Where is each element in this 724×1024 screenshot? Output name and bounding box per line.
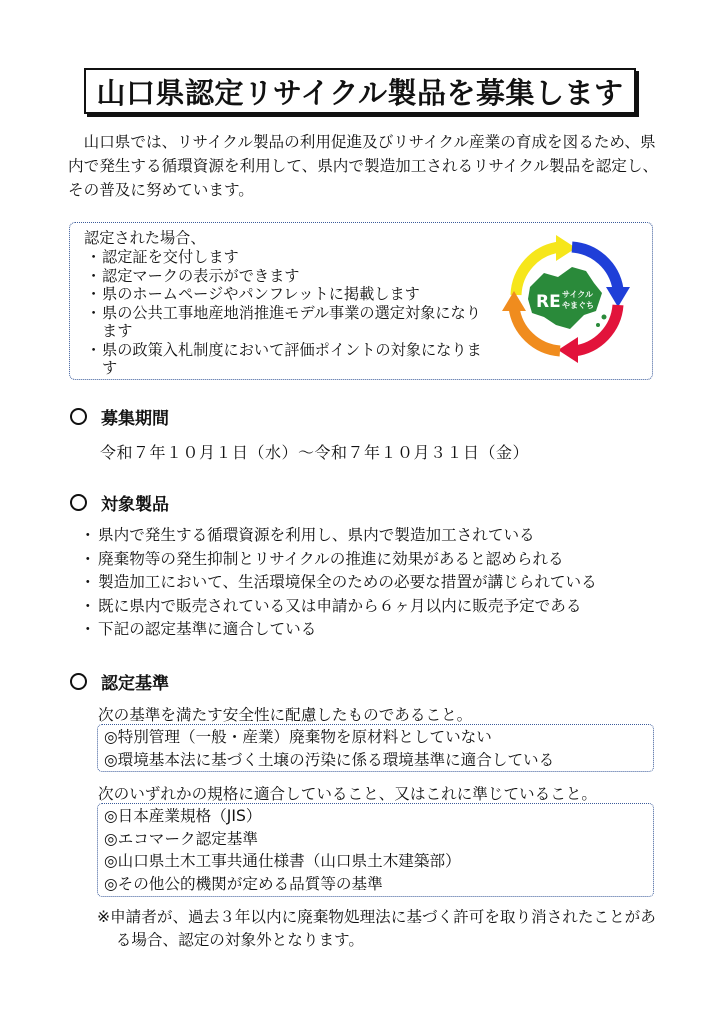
product-item: ・ 製造加工において、生活環境保全のための必要な措置が講じられている bbox=[84, 571, 597, 595]
standard-item: ◎エコマーク認定基準 bbox=[104, 829, 258, 848]
products-heading bbox=[70, 490, 169, 515]
product-item: ・ 県内で発生する循環資源を利用し、県内で製造加工されている bbox=[84, 524, 597, 548]
product-item: ・ 下記の認定基準に適合している bbox=[84, 618, 597, 642]
page-title: 山口県認定リサイクル製品を募集します bbox=[96, 75, 624, 110]
logo-text-2: やまぐち bbox=[562, 301, 594, 310]
standard-list bbox=[98, 804, 653, 895]
criteria-heading bbox=[70, 669, 169, 694]
product-item: ・ 既に県内で販売されている又は申請から６ヶ月以内に販売予定である bbox=[84, 595, 597, 619]
title-box bbox=[84, 68, 636, 114]
circle-bullet-icon bbox=[70, 673, 87, 690]
period-text: 令和７年１０月１日（水）～令和７年１０月３１日（金） bbox=[100, 443, 530, 462]
standard-item: ◎日本産業規格（JIS） bbox=[104, 807, 262, 825]
standard-lead: 次のいずれかの規格に適合していること、又はこれに準じていること。 bbox=[98, 785, 598, 803]
products-list bbox=[84, 524, 597, 642]
logo-re-text: RE bbox=[536, 292, 561, 312]
benefits-list bbox=[86, 248, 486, 378]
standard-item: ◎山口県土木工事共通仕様書（山口県土木建築部） bbox=[104, 852, 461, 870]
benefit-item: ・ 県の公共工事地産地消推進モデル事業の選定対象になります bbox=[86, 304, 486, 341]
period-heading-text: 募集期間 bbox=[101, 409, 169, 429]
safety-list bbox=[98, 725, 653, 771]
standard-item: ◎その他公的機関が定める品質等の基準 bbox=[104, 874, 383, 893]
benefit-item: ・ 認定マークの表示ができます bbox=[86, 267, 486, 286]
benefit-item: ・ 県の政策入札制度において評価ポイントの対象になります bbox=[86, 341, 486, 378]
note bbox=[97, 906, 657, 952]
product-item: ・ 廃棄物等の発生抑制とリサイクルの推進に効果があると認められる bbox=[84, 548, 597, 572]
note-text: ※申請者が、過去３年以内に廃棄物処理法に基づく許可を取り消されたことがある場合、認定の対象外となります。 bbox=[97, 908, 656, 949]
safety-item: ◎環境基本法に基づく土壌の汚染に係る環境基準に適合している bbox=[104, 750, 555, 769]
intro-text: 山口県では、リサイクル製品の利用促進及びリサイクル産業の育成を図るため、県内で発生する循環資源を利用して、県内で製造加工されるリサイクル製品を認定し、その普及に努めています。 bbox=[68, 133, 659, 199]
standard-box bbox=[97, 803, 654, 897]
circle-bullet-icon bbox=[70, 494, 87, 511]
safety-lead: 次の基準を満たす安全性に配慮したものであること。 bbox=[98, 706, 473, 724]
benefit-item: ・ 認定証を交付します bbox=[86, 248, 486, 267]
safety-box bbox=[97, 724, 654, 772]
intro-paragraph bbox=[68, 130, 660, 202]
benefit-item: ・ 県のホームページやパンフレットに掲載します bbox=[86, 285, 486, 304]
criteria-heading-text: 認定基準 bbox=[101, 674, 169, 694]
circle-bullet-icon bbox=[70, 408, 87, 425]
benefits-box bbox=[69, 222, 653, 380]
products-heading-text: 対象製品 bbox=[101, 495, 169, 515]
benefits-lead: 認定された場合、 bbox=[84, 229, 206, 247]
recycle-yamaguchi-logo bbox=[500, 233, 632, 365]
period-heading bbox=[70, 404, 169, 429]
logo-text-1: サイクル bbox=[562, 290, 594, 299]
safety-item: ◎特別管理（一般・産業）廃棄物を原材料としていない bbox=[104, 728, 492, 746]
